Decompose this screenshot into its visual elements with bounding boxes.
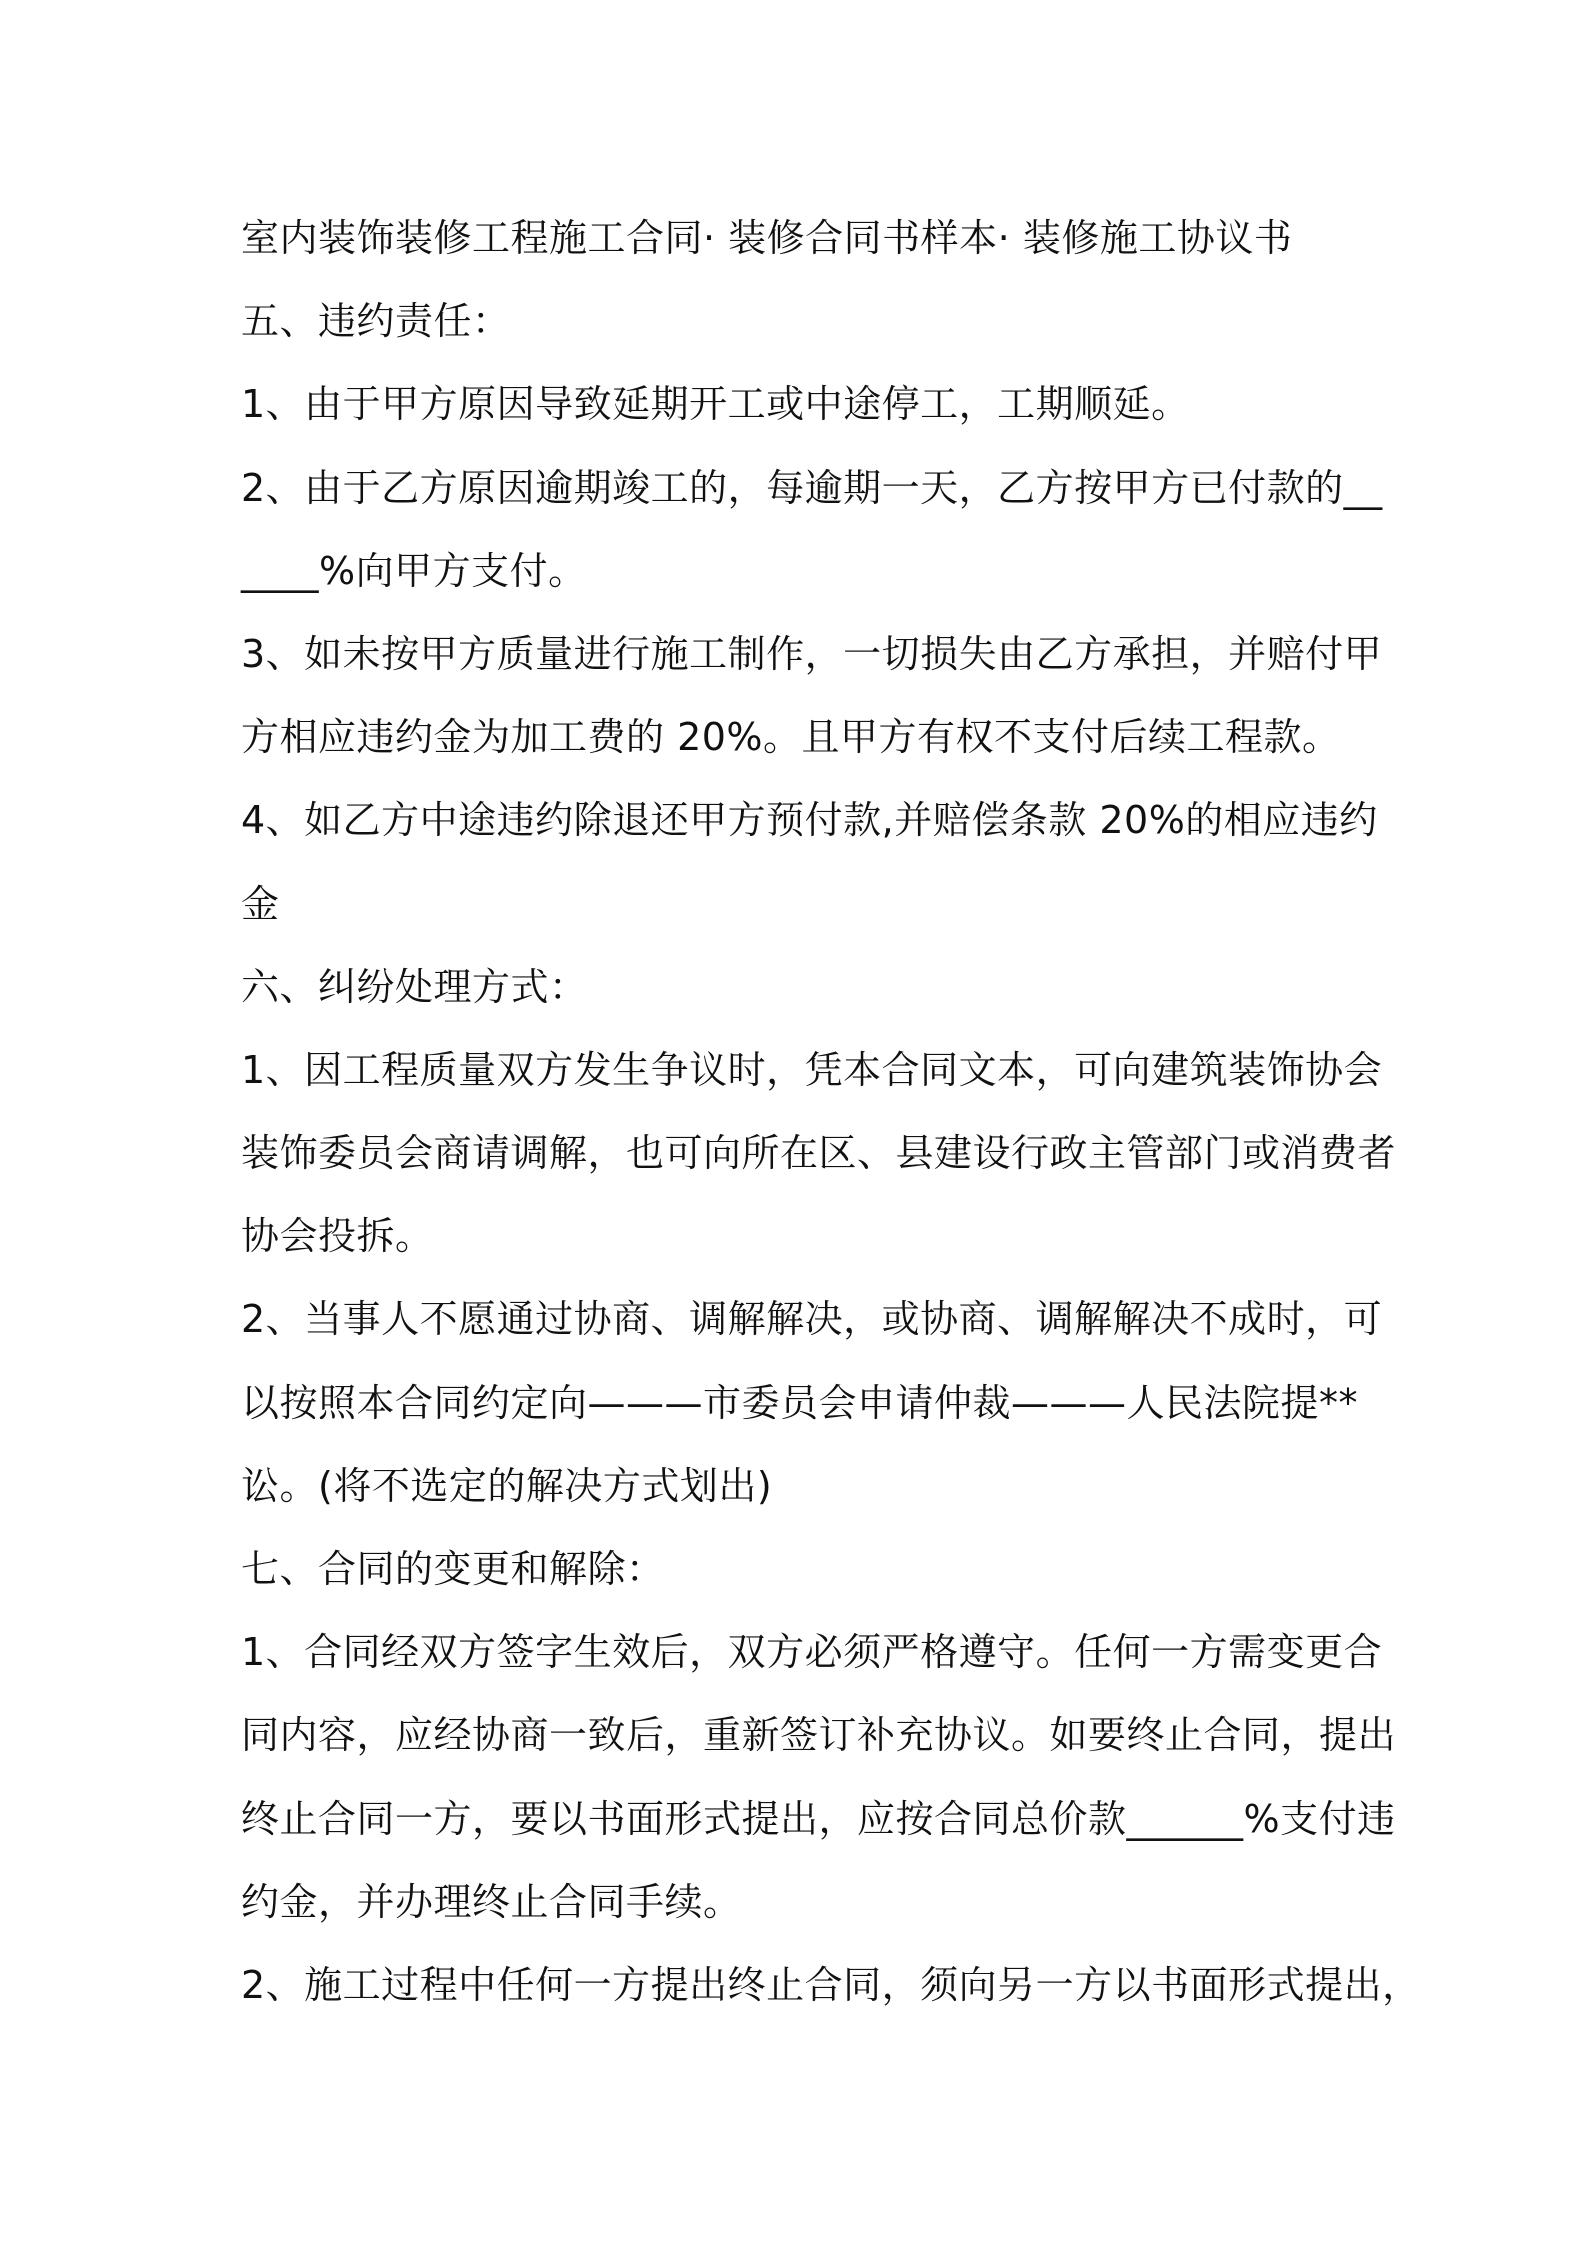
text-line: 3、如未按甲方质量进行施工制作，一切损失由乙方承担，并赔付甲: [241, 631, 1383, 676]
text-line: 2、施工过程中任何一方提出终止合同，须向另一方以书面形式提出，: [241, 1962, 1421, 2007]
text-line: 方相应违约金为加工费的 20%。且甲方有权不支付后续工程款。: [241, 715, 1341, 760]
document-title: 室内装饰装修工程施工合同· 装修合同书样本· 装修施工协议书: [241, 216, 1293, 260]
text-line: 装饰委员会商请调解，也可向所在区、县建设行政主管部门或消费者: [241, 1131, 1397, 1176]
text-line: 2、当事人不愿通过协商、调解解决，或协商、调解解决不成时，可: [241, 1297, 1383, 1342]
text-line: 讼。(将不选定的解决方式划出): [241, 1463, 773, 1508]
text-line: 以按照本合同约定向———市委员会申请仲裁———人民法院提**: [241, 1380, 1359, 1425]
section-heading-breach: 五、违约责任：: [241, 299, 511, 344]
text-line: 1、合同经双方签字生效后，双方必须严格遵守。任何一方需变更合: [241, 1630, 1383, 1675]
text-line: 1、因工程质量双方发生争议时，凭本合同文本，可向建筑装饰协会: [241, 1047, 1383, 1092]
section-heading-dispute: 六、纠纷处理方式：: [241, 964, 588, 1009]
text-line: 2、由于乙方原因逾期竣工的，每逾期一天，乙方按甲方已付款的__: [241, 465, 1383, 510]
text-line: 金: [241, 881, 280, 926]
text-line: 同内容，应经协商一致后，重新签订补充协议。如要终止合同，提出: [241, 1713, 1397, 1758]
text-line: ____%向甲方支付。: [241, 548, 587, 593]
document-body: [241, 197, 1421, 2027]
text-line: 4、如乙方中途违约除退还甲方预付款,并赔偿条款 20%的相应违约: [241, 798, 1378, 843]
text-line: 终止合同一方，要以书面形式提出，应按合同总价款______%支付违: [241, 1796, 1396, 1841]
text-line: 协会投拆。: [241, 1214, 434, 1259]
text-line: 约金，并办理终止合同手续。: [241, 1879, 742, 1924]
text-line: 1、由于甲方原因导致延期开工或中途停工，工期顺延。: [241, 382, 1190, 427]
section-heading-modification: 七、合同的变更和解除：: [241, 1547, 665, 1591]
